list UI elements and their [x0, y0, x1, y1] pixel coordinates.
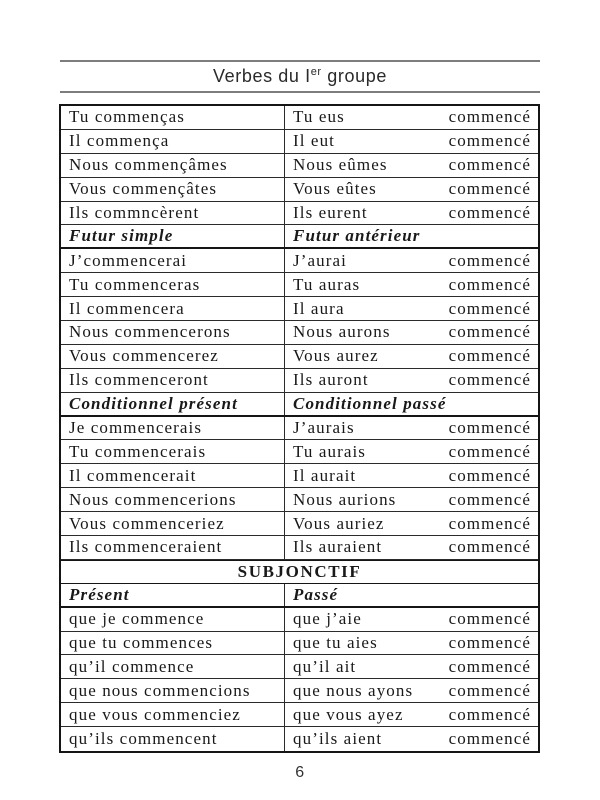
past-participle: commencé [448, 537, 531, 557]
auxiliary-verb: Il aurait [293, 465, 357, 485]
simple-form: Tu commencerais [61, 440, 285, 463]
header-rule-bottom [60, 91, 540, 93]
past-participle: commencé [448, 489, 531, 509]
section-title: SUBJONCTIF [237, 561, 362, 581]
compound-form [285, 727, 538, 751]
compound-form [285, 369, 538, 392]
conjugation-row [61, 632, 538, 656]
simple-form: que nous commencions [61, 679, 285, 702]
simple-form: Ils commenceraient [61, 536, 285, 559]
auxiliary-verb: Ils auraient [293, 537, 383, 557]
compound-form [285, 488, 538, 511]
compound-form [285, 106, 538, 129]
simple-form: qu’ils commencent [61, 727, 285, 751]
conjugation-row [61, 417, 538, 441]
simple-form: Nous commencerons [61, 321, 285, 344]
compound-form [285, 345, 538, 368]
auxiliary-verb: Nous aurions [293, 489, 397, 509]
auxiliary-verb: que nous ayons [293, 680, 414, 700]
compound-form [285, 679, 538, 702]
tense-name-compound: Passé [293, 584, 339, 604]
conjugation-row [61, 273, 538, 297]
auxiliary-verb: Il aura [293, 298, 345, 318]
simple-form: Ils commncèrent [61, 202, 285, 225]
tense-header-row [61, 393, 538, 417]
auxiliary-verb: que j’aie [293, 609, 362, 629]
conjugation-row [61, 440, 538, 464]
past-participle: commencé [448, 656, 531, 676]
simple-form: Vous commenceriez [61, 512, 285, 535]
simple-form: J’commencerai [61, 249, 285, 272]
header-rule-top [60, 60, 540, 62]
compound-form [285, 512, 538, 535]
auxiliary-verb: Vous aurez [293, 346, 379, 366]
past-participle: commencé [448, 107, 531, 127]
past-participle: commencé [448, 346, 531, 366]
section-header-row [61, 560, 538, 584]
auxiliary-verb: Tu auras [293, 274, 361, 294]
conjugation-row [61, 536, 538, 560]
conjugation-row [61, 608, 538, 632]
compound-form [285, 321, 538, 344]
past-participle: commencé [448, 680, 531, 700]
auxiliary-verb: Nous eûmes [293, 155, 388, 175]
past-participle: commencé [448, 513, 531, 533]
auxiliary-verb: Ils auront [293, 370, 369, 390]
past-participle: commencé [448, 179, 531, 199]
conjugation-row [61, 727, 538, 751]
simple-form: que vous commenciez [61, 703, 285, 726]
past-participle: commencé [448, 441, 531, 461]
title-text-prefix: Verbes du I [213, 66, 311, 86]
tense-header-row [61, 584, 538, 608]
auxiliary-verb: Nous aurons [293, 322, 391, 342]
simple-form: que je commence [61, 608, 285, 631]
past-participle: commencé [448, 203, 531, 222]
past-participle: commencé [448, 250, 531, 270]
tense-name-simple: Futur simple [61, 225, 285, 247]
compound-form [285, 632, 538, 655]
conjugation-row [61, 655, 538, 679]
conjugation-row [61, 297, 538, 321]
conjugation-row [61, 345, 538, 369]
past-participle: commencé [448, 729, 531, 749]
auxiliary-verb: que vous ayez [293, 704, 404, 724]
compound-form [285, 273, 538, 296]
auxiliary-verb: qu’il ait [293, 656, 357, 676]
title-text-suffix: groupe [321, 66, 387, 86]
conjugation-table [59, 104, 540, 753]
auxiliary-verb: J’aurai [293, 250, 347, 270]
auxiliary-verb: que tu aies [293, 633, 378, 653]
tense-name-compound: Futur antérieur [293, 226, 421, 246]
simple-form: Vous commencerez [61, 345, 285, 368]
compound-form [285, 655, 538, 678]
auxiliary-verb: Ils eurent [293, 203, 368, 222]
past-participle: commencé [448, 465, 531, 485]
auxiliary-verb: Vous auriez [293, 513, 385, 533]
auxiliary-verb: qu’ils aient [293, 729, 383, 749]
compound-form [285, 440, 538, 463]
simple-form: Ils commenceront [61, 369, 285, 392]
compound-form [285, 178, 538, 201]
past-participle: commencé [448, 322, 531, 342]
simple-form: Je commencerais [61, 417, 285, 440]
compound-form [285, 297, 538, 320]
simple-form: que tu commences [61, 632, 285, 655]
conjugation-row [61, 679, 538, 703]
conjugation-row [61, 369, 538, 393]
conjugation-row [61, 130, 538, 154]
simple-form: qu’il commence [61, 655, 285, 678]
conjugation-row [61, 178, 538, 202]
simple-form: Tu commenças [61, 106, 285, 129]
simple-form: Il commença [61, 130, 285, 153]
conjugation-row [61, 106, 538, 130]
compound-form [285, 249, 538, 272]
tense-header-row [61, 225, 538, 249]
auxiliary-verb: Vous eûtes [293, 179, 377, 199]
auxiliary-verb: J’aurais [293, 418, 355, 438]
compound-form [285, 464, 538, 487]
compound-form [285, 536, 538, 559]
tense-name-compound: Conditionnel passé [293, 393, 447, 413]
simple-form: Nous commençâmes [61, 154, 285, 177]
simple-form: Il commencerait [61, 464, 285, 487]
auxiliary-verb: Tu aurais [293, 441, 367, 461]
compound-form [285, 130, 538, 153]
conjugation-row [61, 512, 538, 536]
past-participle: commencé [448, 155, 531, 175]
compound-form [285, 417, 538, 440]
title-superscript: er [310, 66, 322, 78]
compound-form [285, 608, 538, 631]
conjugation-row [61, 154, 538, 178]
simple-form: Il commencera [61, 297, 285, 320]
page-number: 6 [295, 764, 305, 781]
conjugation-row [61, 464, 538, 488]
conjugation-row [61, 249, 538, 273]
simple-form: Nous commencerions [61, 488, 285, 511]
simple-form: Vous commençâtes [61, 178, 285, 201]
auxiliary-verb: Tu eus [293, 107, 345, 127]
conjugation-row [61, 488, 538, 512]
past-participle: commencé [448, 298, 531, 318]
past-participle: commencé [448, 370, 531, 390]
conjugation-row [61, 703, 538, 727]
compound-form [285, 703, 538, 726]
past-participle: commencé [448, 131, 531, 151]
past-participle: commencé [448, 609, 531, 629]
page-title [60, 66, 540, 87]
conjugation-row [61, 202, 538, 226]
tense-name-simple: Conditionnel présent [61, 393, 285, 415]
past-participle: commencé [448, 274, 531, 294]
past-participle: commencé [448, 704, 531, 724]
past-participle: commencé [448, 418, 531, 438]
compound-form [285, 202, 538, 225]
past-participle: commencé [448, 633, 531, 653]
simple-form: Tu commenceras [61, 273, 285, 296]
auxiliary-verb: Il eut [293, 131, 336, 151]
conjugation-row [61, 321, 538, 345]
compound-form [285, 154, 538, 177]
tense-name-simple: Présent [61, 584, 285, 606]
